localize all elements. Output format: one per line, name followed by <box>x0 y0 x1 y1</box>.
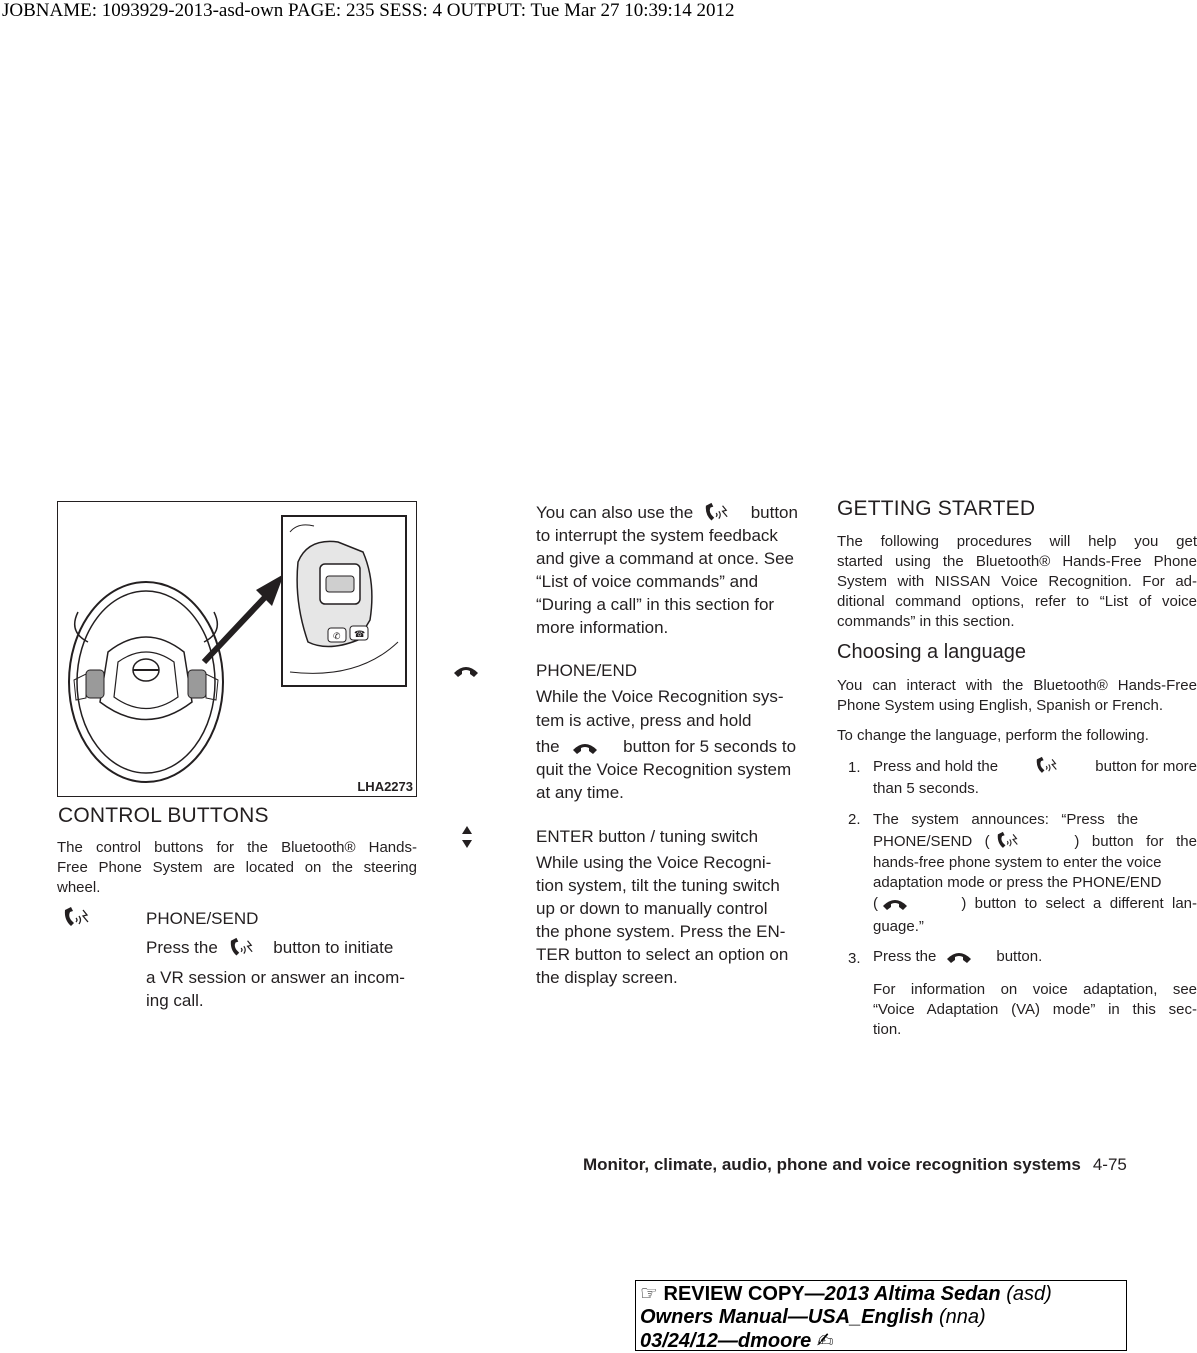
pointing-hand-icon: ☞ <box>640 1281 658 1305</box>
text-span: ( <box>873 895 878 912</box>
text-span: Press the <box>873 948 937 965</box>
para-line: and give a command at once. See <box>536 549 794 568</box>
step-number: 3. <box>848 950 861 967</box>
getting-started-intro <box>837 532 1197 632</box>
para-line: up or down to manually control <box>536 899 768 918</box>
phone-end-line4: quit the Voice Recognition system <box>536 760 792 779</box>
text-span: You can also use the <box>536 503 694 522</box>
phone-send-icon <box>702 502 732 526</box>
svg-text:✆: ✆ <box>333 632 341 642</box>
para-line: tion. <box>873 1021 902 1038</box>
phone-send-title: PHONE/SEND <box>146 909 259 928</box>
getting-started-heading: GETTING STARTED <box>837 497 1036 520</box>
writing-hand-icon: ✍ <box>816 1328 834 1352</box>
phone-send-icon <box>994 831 1022 853</box>
text-span: Owners Manual—USA_English <box>640 1306 934 1328</box>
para-line: to interrupt the system feedback <box>536 526 778 545</box>
para-line: For information on voice adaptation, see <box>873 981 1197 998</box>
step2-line5 <box>873 894 1197 914</box>
page-number: 4-75 <box>1092 1155 1127 1174</box>
footer-section-title: Monitor, climate, audio, phone and voice recognition systems <box>583 1155 1081 1174</box>
intro-line: commands” in this section. <box>837 613 1015 630</box>
phone-send-line2: a VR session or answer an incom- <box>146 968 405 987</box>
also-use-line1 <box>536 501 798 526</box>
phone-send-text <box>146 936 393 961</box>
review-line3 <box>640 1329 1122 1353</box>
step1-line1 <box>873 756 1197 778</box>
review-line1 <box>640 1282 1122 1306</box>
intro-line: Free Phone System are located on the steering <box>57 859 417 876</box>
text-span: button to initiate <box>273 938 394 957</box>
text-span: button. <box>996 948 1043 965</box>
step3-line1 <box>873 947 1042 967</box>
text-span: 2013 Altima Sedan <box>824 1283 1001 1305</box>
step2-line2 <box>873 831 1197 853</box>
page-footer <box>583 1155 1127 1175</box>
intro-line: System with NISSAN Voice Recognition. For ad- <box>837 573 1197 590</box>
para-line: “Voice Adaptation (VA) mode” in this sec- <box>873 1001 1197 1018</box>
para-line: tion system, tilt the tuning switch <box>536 876 780 895</box>
para-line: more information. <box>536 618 669 637</box>
voice-adaptation-note <box>873 980 1197 1040</box>
step-number: 2. <box>848 811 861 828</box>
para-line: Phone System using English, Spanish or French. <box>837 697 1164 714</box>
step2-line4: adaptation mode or press the PHONE/END <box>873 874 1162 891</box>
job-header: JOBNAME: 1093929-2013-asd-own PAGE: 235 SESS: 4 OUTPUT: Tue Mar 27 10:39:14 2012 <box>2 0 735 21</box>
phone-end-icon <box>452 663 480 679</box>
phone-end-icon <box>944 949 974 965</box>
intro-line: wheel. <box>57 879 101 896</box>
step2-line3: hands-free phone system to enter the voice <box>873 854 1162 871</box>
phone-end-line2: tem is active, press and hold <box>536 711 752 730</box>
language-paragraph <box>837 676 1197 716</box>
steering-wheel-figure <box>57 501 417 797</box>
svg-text:☎: ☎ <box>354 630 366 640</box>
control-buttons-heading: CONTROL BUTTONS <box>58 804 269 827</box>
text-span: PHONE/SEND ( <box>873 833 990 850</box>
text-span: 03/24/12—dmoore <box>640 1330 812 1352</box>
para-line: the display screen. <box>536 968 678 987</box>
phone-end-line5: at any time. <box>536 783 624 802</box>
also-use-paragraph <box>536 524 794 639</box>
text-span: REVIEW COPY— <box>663 1283 825 1305</box>
para-line: TER button to select an option on <box>536 945 789 964</box>
phone-end-icon <box>880 896 910 912</box>
phone-end-line3 <box>536 735 796 758</box>
text-span: ) button for the <box>1074 833 1197 850</box>
text-span: the <box>536 737 560 756</box>
text-span: button <box>750 503 798 522</box>
text-span: button for more <box>1095 758 1197 775</box>
step-number: 1. <box>848 759 861 776</box>
text-span: (asd) <box>1000 1283 1052 1305</box>
enter-paragraph <box>536 851 788 989</box>
para-line: “List of voice commands” and <box>536 572 759 591</box>
tuning-switch-icon <box>460 825 474 849</box>
para-line: “During a call” in this section for <box>536 595 775 614</box>
step1-line2: than 5 seconds. <box>873 780 979 797</box>
intro-line: started using the Bluetooth® Hands-Free Phone <box>837 553 1197 570</box>
text-span: ) button to select a different lan- <box>961 895 1197 912</box>
intro-line: The following procedures will help you get <box>837 533 1197 550</box>
steering-wheel-illustration <box>58 502 416 796</box>
intro-line: ditional command options, refer to “List of voice <box>837 593 1197 610</box>
text-span: Press the <box>146 938 218 957</box>
para-line: You can interact with the Bluetooth® Hands-Free <box>837 677 1197 694</box>
text-span: button for 5 seconds to <box>623 737 797 756</box>
phone-end-line1: While the Voice Recognition sys- <box>536 687 784 706</box>
choosing-language-heading: Choosing a language <box>837 641 1027 663</box>
phone-send-icon <box>62 906 92 932</box>
figure-label: LHA2273 <box>357 779 413 794</box>
para-line: While using the Voice Recogni- <box>536 853 772 872</box>
change-language-line: To change the language, perform the following. <box>837 727 1149 744</box>
text-span: Press and hold the <box>873 758 999 775</box>
enter-title: ENTER button / tuning switch <box>536 827 759 846</box>
text-span: (nna) <box>933 1306 986 1328</box>
review-line2 <box>640 1306 1122 1329</box>
para-line: the phone system. Press the EN- <box>536 922 786 941</box>
step2-line1: The system announces: “Press the <box>873 811 1139 828</box>
phone-end-icon <box>570 740 600 756</box>
phone-send-icon <box>227 937 257 961</box>
review-copy-box <box>635 1280 1127 1351</box>
phone-send-icon <box>1033 756 1061 778</box>
phone-send-line3: ing call. <box>146 991 204 1010</box>
phone-end-title: PHONE/END <box>536 661 638 680</box>
control-buttons-intro <box>57 838 417 898</box>
intro-line: The control buttons for the Bluetooth® Hands- <box>57 839 417 856</box>
step2-line6: guage.” <box>873 918 924 935</box>
